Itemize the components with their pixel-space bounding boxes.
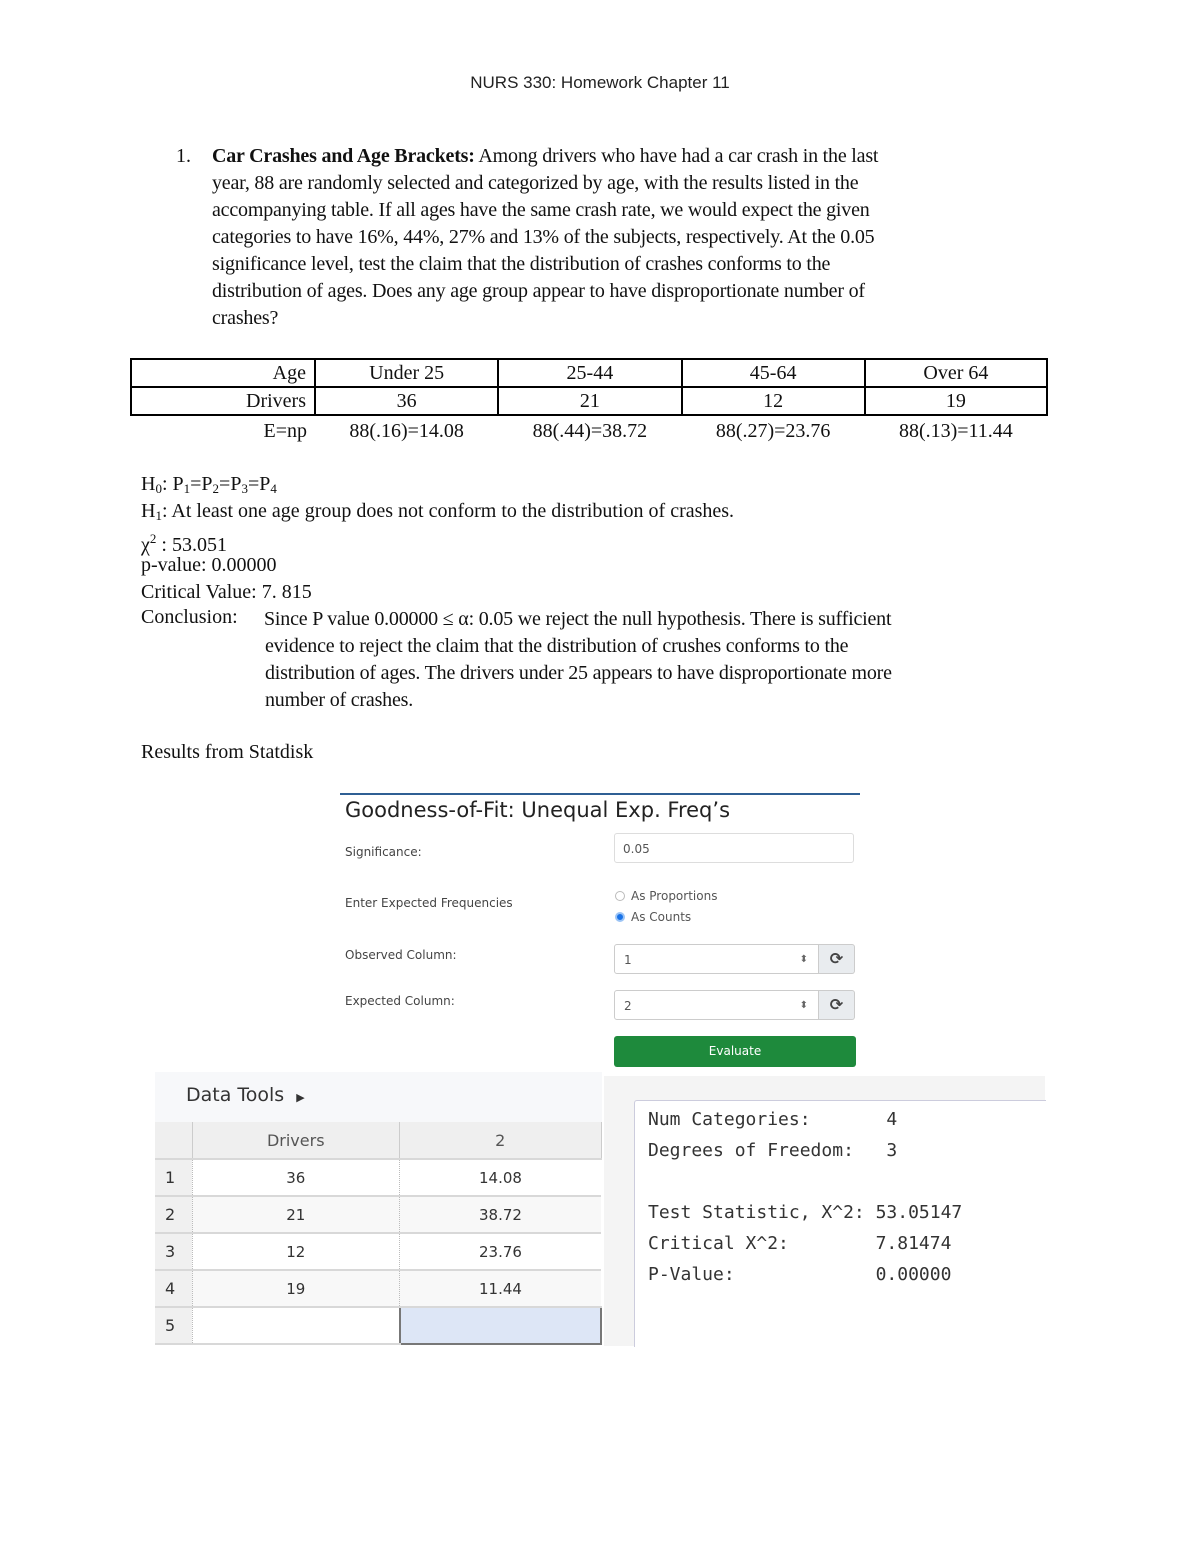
p-value-line: p-value: 0.00000 — [141, 554, 277, 576]
radio-icon[interactable] — [615, 912, 625, 922]
grid-cell[interactable]: 21 — [192, 1196, 400, 1233]
question-line: Among drivers who have had a car crash in the last — [474, 145, 879, 167]
conclusion-line: number of crashes. — [265, 689, 414, 711]
grid-cell[interactable]: 12 — [192, 1233, 400, 1270]
grid-cell[interactable]: 11.44 — [400, 1270, 602, 1307]
data-tools-label: Data Tools — [186, 1084, 285, 1106]
expected-column-label: Expected Column: — [345, 994, 455, 1008]
expected-column-select[interactable] — [614, 990, 819, 1020]
eq-text: =P — [190, 473, 213, 495]
subscript: 1 — [183, 481, 191, 496]
table-row — [155, 1159, 601, 1196]
results-label: Results from Statdisk — [141, 741, 314, 763]
row-number: 2 — [155, 1196, 192, 1233]
data-grid — [155, 1122, 602, 1345]
grid-cell[interactable] — [192, 1307, 400, 1344]
grid-cell-selected[interactable] — [400, 1307, 602, 1344]
row-header: Drivers — [131, 387, 315, 415]
chi-symbol: χ — [141, 534, 150, 556]
caret-right-icon: ▶ — [296, 1091, 305, 1104]
conclusion-text — [265, 606, 1045, 714]
updown-arrow-icon: ⬍ — [799, 954, 808, 965]
refresh-observed-button[interactable] — [819, 944, 855, 974]
table-cell: 25-44 — [498, 359, 681, 387]
subscript: 4 — [270, 481, 277, 496]
table-cell: 88(.16)=14.08 — [349, 420, 464, 442]
refresh-expected-button[interactable] — [819, 990, 855, 1020]
table-cell: 19 — [865, 387, 1047, 415]
updown-arrow-icon: ⬍ — [799, 1000, 808, 1011]
expected-freq-label: Enter Expected Frequencies — [345, 896, 513, 910]
critical-x2: Critical X^2: 7.81474 — [648, 1233, 952, 1254]
results-panel — [634, 1100, 1046, 1347]
question-line: distribution of ages. Does any age group appear to have disproportionate number of — [212, 280, 865, 302]
radio-as-counts[interactable] — [615, 910, 691, 924]
select-value: 2 — [624, 999, 632, 1013]
grid-cell[interactable]: 23.76 — [400, 1233, 602, 1270]
num-categories: Num Categories: 4 — [648, 1109, 898, 1130]
subscript: 2 — [212, 481, 220, 496]
table-row — [155, 1233, 601, 1270]
table-cell: 21 — [498, 387, 681, 415]
grid-header-row — [155, 1122, 601, 1159]
evaluate-button[interactable]: Evaluate — [614, 1036, 856, 1067]
title-rule — [340, 793, 860, 795]
table-row-age — [131, 359, 1047, 387]
critical-value-line: Critical Value: 7. 815 — [141, 581, 312, 603]
grid-cell[interactable]: 36 — [192, 1159, 400, 1196]
h1-sub: 1 — [155, 508, 162, 523]
grid-cell[interactable]: 38.72 — [400, 1196, 602, 1233]
p-value-result: P-Value: 0.00000 — [648, 1264, 952, 1285]
corner-cell — [155, 1122, 192, 1159]
row-number: 5 — [155, 1307, 192, 1344]
conclusion-line: distribution of ages. The drivers under 25 appears to have disproportionate more — [265, 662, 892, 684]
statdisk-title: Goodness-of-Fit: Unequal Exp. Freq’s — [345, 798, 731, 822]
subscript: 3 — [241, 481, 248, 496]
observed-column-select[interactable] — [614, 944, 819, 974]
observed-column-label: Observed Column: — [345, 948, 457, 962]
select-value: 1 — [624, 953, 632, 967]
radio-label: As Proportions — [631, 889, 718, 903]
table-cell: 36 — [315, 387, 498, 415]
chi-sup: 2 — [149, 531, 157, 546]
document-header: NURS 330: Homework Chapter 11 — [470, 73, 730, 92]
question-title: Car Crashes and Age Brackets: — [212, 145, 475, 167]
question-number: 1. — [176, 145, 191, 167]
h1-label: H — [141, 500, 156, 522]
row-header: Age — [131, 359, 315, 387]
table-cell: 45-64 — [682, 359, 865, 387]
table-cell: 88(.27)=23.76 — [715, 420, 831, 442]
h1-text: : At least one age group does not conform to the distribution of crashes. — [161, 500, 735, 522]
h0-label: H — [141, 473, 156, 495]
eq-text: =P — [247, 473, 271, 495]
grid-cell[interactable]: 14.08 — [400, 1159, 602, 1196]
conclusion-line: evidence to reject the claim that the distribution of crushes conforms to the — [265, 635, 849, 657]
table-row — [155, 1270, 601, 1307]
significance-label: Significance: — [345, 845, 422, 859]
degrees-of-freedom: Degrees of Freedom: 3 — [648, 1140, 898, 1161]
conclusion-line: Since P value 0.00000 ≤ α: 0.05 we reject the null hypothesis. There is sufficient — [264, 608, 892, 630]
radio-icon[interactable] — [615, 891, 625, 901]
h0-text: : P — [161, 473, 184, 495]
age-drivers-table — [130, 358, 1048, 446]
table-row-expected — [131, 415, 1047, 446]
table-row — [155, 1196, 601, 1233]
question-line: significance level, test the claim that the distribution of crashes conforms to the — [212, 253, 831, 275]
table-cell: 12 — [682, 387, 865, 415]
question-line: crashes? — [212, 307, 279, 329]
radio-label: As Counts — [631, 910, 692, 924]
data-tools-menu[interactable] — [186, 1084, 305, 1106]
row-number: 3 — [155, 1233, 192, 1270]
chi-text: : 53.051 — [156, 534, 227, 556]
refresh-icon: ⟳ — [829, 949, 844, 968]
conclusion-label: Conclusion: — [141, 606, 238, 628]
row-number: 1 — [155, 1159, 192, 1196]
refresh-icon: ⟳ — [829, 995, 844, 1014]
column-header[interactable]: 2 — [400, 1122, 602, 1159]
table-cell: 88(.44)=38.72 — [532, 420, 648, 442]
radio-as-proportions[interactable] — [615, 889, 717, 903]
row-header: E=np — [263, 420, 307, 442]
question-line: categories to have 16%, 44%, 27% and 13% of the subjects, respectively. At the 0.05 — [212, 226, 875, 248]
test-statistic: Test Statistic, X^2: 53.05147 — [648, 1202, 963, 1223]
alt-hypothesis — [141, 498, 734, 529]
grid-cell[interactable]: 19 — [192, 1270, 400, 1307]
row-number: 4 — [155, 1270, 192, 1307]
table-cell: 88(.13)=11.44 — [898, 420, 1013, 442]
table-row-drivers — [131, 387, 1047, 415]
question-line: accompanying table. If all ages have the same crash rate, we would expect the given — [212, 199, 870, 221]
table-cell: Under 25 — [315, 359, 498, 387]
table-row — [155, 1307, 601, 1344]
question-text — [212, 143, 1042, 332]
eq-text: =P — [219, 473, 242, 495]
h0-sub: 0 — [155, 481, 162, 496]
significance-input[interactable]: 0.05 — [614, 833, 854, 863]
question-line: year, 88 are randomly selected and categorized by age, with the results listed in the — [212, 172, 859, 194]
column-header[interactable]: Drivers — [192, 1122, 400, 1159]
table-cell: Over 64 — [865, 359, 1047, 387]
